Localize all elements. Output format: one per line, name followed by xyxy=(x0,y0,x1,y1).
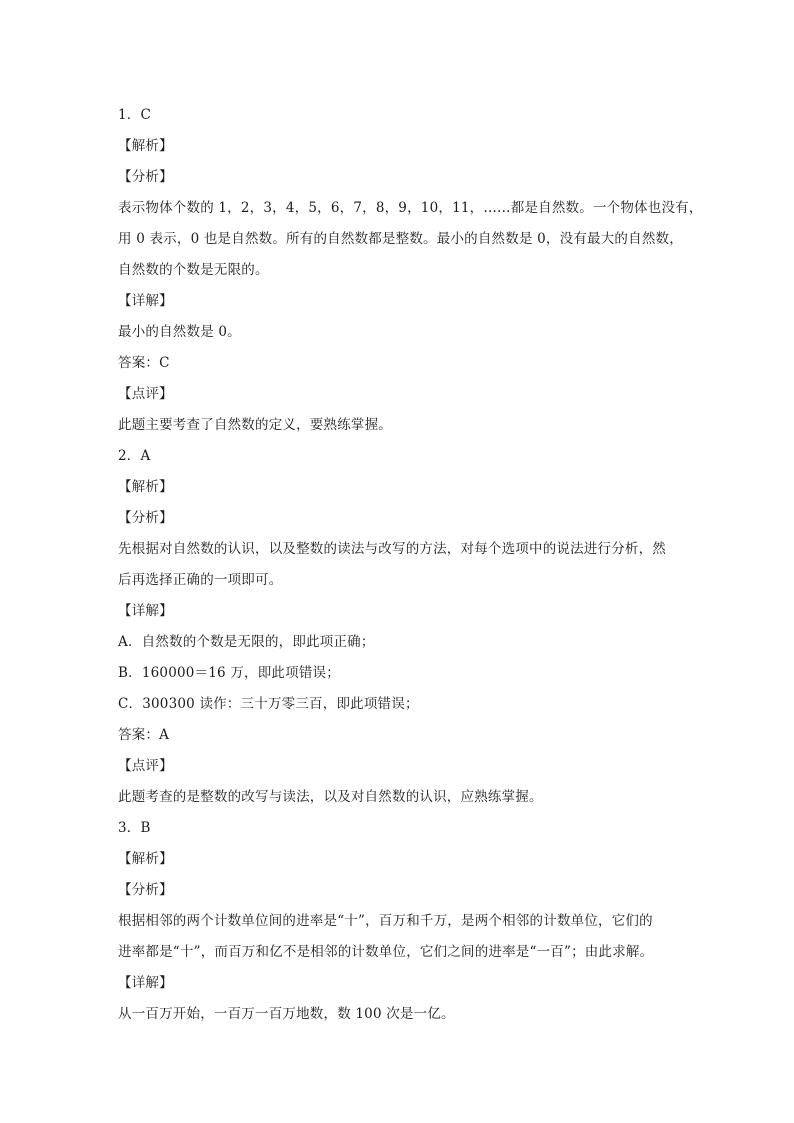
q2-dianping-heading: 【点评】 xyxy=(118,758,173,774)
q2-analysis-line-2: 后再选择正确的一项即可。 xyxy=(118,572,283,588)
q2-analysis-line-1: 先根据对自然数的认识，以及整数的读法与改写的方法，对每个选项中的说法进行分析，然 xyxy=(118,541,666,557)
q2-fenxi-heading: 【分析】 xyxy=(118,510,173,526)
q1-analysis-line-2: 用 0 表示，0 也是自然数。所有的自然数都是整数。最小的自然数是 0，没有最大的自然数， xyxy=(118,231,683,247)
q1-dianping-heading: 【点评】 xyxy=(118,386,173,402)
q1-comment: 此题主要考查了自然数的定义，要熟练掌握。 xyxy=(118,417,392,433)
q2-xiangjie-heading: 【详解】 xyxy=(118,603,173,619)
q3-jiexi-heading: 【解析】 xyxy=(118,851,173,867)
q2-comment: 此题考查的是整数的改写与读法，以及对自然数的认识，应熟练掌握。 xyxy=(118,789,543,805)
q1-analysis-line-3: 自然数的个数是无限的。 xyxy=(118,262,269,278)
q1-analysis-line-1: 表示物体个数的 1，2，3，4，5，6，7，8，9，10，11，……都是自然数。一个物体也没有， xyxy=(118,200,703,216)
q2-option-b: B．160000＝16 万，即此项错误； xyxy=(118,665,340,681)
q3-analysis-line-1: 根据相邻的两个计数单位间的进率是“十”，百万和千万，是两个相邻的计数单位，它们的 xyxy=(118,913,653,929)
q2-option-c: C．300300 读作：三十万零三百，即此项错误； xyxy=(118,696,419,712)
q2-jiexi-heading: 【解析】 xyxy=(118,479,173,495)
q2-option-a: A．自然数的个数是无限的，即此项正确； xyxy=(118,634,375,650)
q1-jiexi-heading: 【解析】 xyxy=(118,138,173,154)
q1-detail: 最小的自然数是 0。 xyxy=(118,324,241,340)
q3-xiangjie-heading: 【详解】 xyxy=(118,975,173,991)
q1-answer: 答案：C xyxy=(118,355,170,371)
q2-answer: 答案：A xyxy=(118,727,170,743)
question-1-number: 1．C xyxy=(118,107,152,123)
q3-fenxi-heading: 【分析】 xyxy=(118,882,173,898)
q1-fenxi-heading: 【分析】 xyxy=(118,169,173,185)
q1-xiangjie-heading: 【详解】 xyxy=(118,293,173,309)
q3-analysis-line-2: 进率都是“十”，而百万和亿不是相邻的计数单位，它们之间的进率是“一百”；由此求解。 xyxy=(118,944,654,960)
question-3-number: 3．B xyxy=(118,820,151,836)
question-2-number: 2．A xyxy=(118,448,151,464)
q3-detail: 从一百万开始，一百万一百万地数，数 100 次是一亿。 xyxy=(118,1006,455,1022)
document-page xyxy=(118,100,703,1030)
